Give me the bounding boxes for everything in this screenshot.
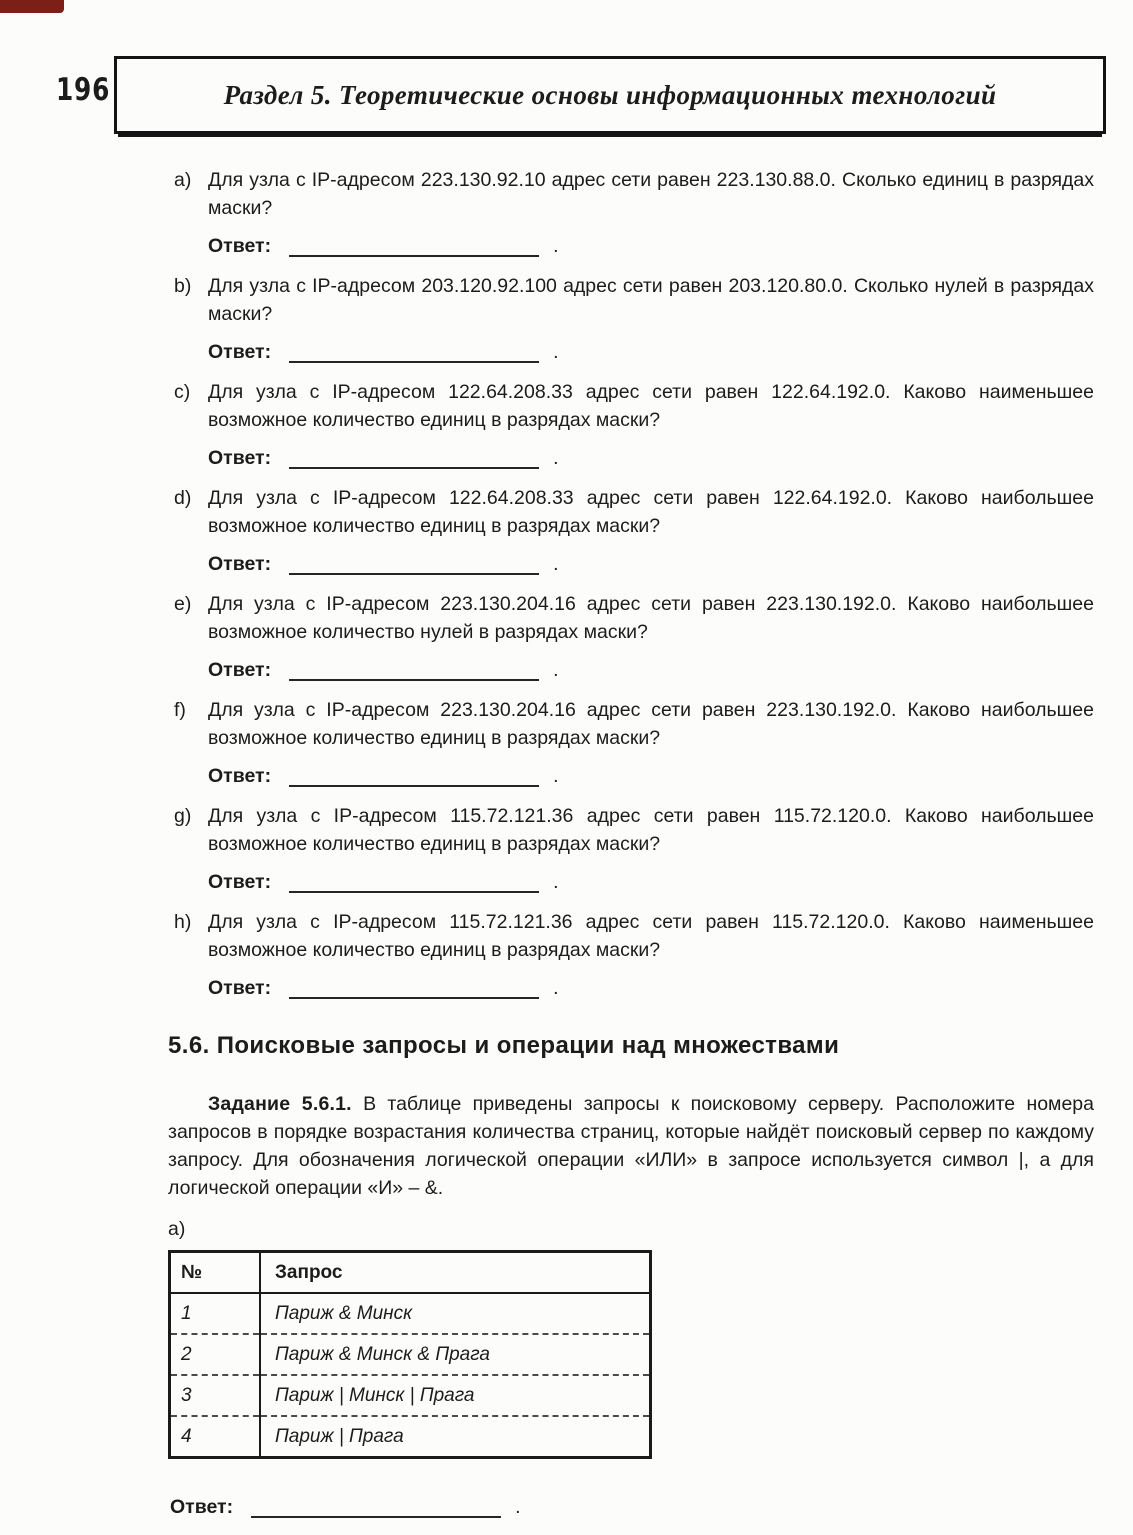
answer-label: Ответ: <box>208 341 272 363</box>
exercise-item-f <box>168 696 1094 790</box>
item-question-row <box>168 908 1094 964</box>
item-label: g) <box>174 805 192 827</box>
exercise-item-a <box>168 166 1094 260</box>
exercise-item-g <box>168 802 1094 896</box>
answer-row <box>168 338 1094 366</box>
row-query: Париж | Минск | Прага <box>260 1375 651 1416</box>
item-question: Для узла с IP-адресом 223.130.204.16 адрес сети равен 223.130.192.0. Каково наибольшее возможное количество нулей в разрядах маски? <box>208 593 1094 643</box>
item-label: b) <box>174 275 192 297</box>
task-paragraph <box>168 1090 1094 1202</box>
answer-blank <box>289 978 539 1000</box>
row-number: 2 <box>170 1334 261 1375</box>
row-query: Париж & Минск & Прага <box>260 1334 651 1375</box>
table-header-query: Запрос <box>260 1252 651 1294</box>
answer-period: . <box>515 1496 521 1518</box>
item-label: f) <box>174 699 186 721</box>
scan-artifact <box>0 0 64 13</box>
chapter-header-title: Раздел 5. Теоретические основы информационных технологий <box>223 79 997 110</box>
chapter-header <box>114 56 1106 134</box>
row-number: 1 <box>170 1293 261 1334</box>
answer-label: Ответ: <box>208 977 272 999</box>
answer-period: . <box>553 765 559 787</box>
answer-row <box>168 974 1094 1002</box>
answer-period: . <box>553 553 559 575</box>
row-query: Париж & Минск <box>275 1302 413 1324</box>
item-question: Для узла с IP-адресом 122.64.208.33 адрес сети равен 122.64.192.0. Каково наибольшее возможное количество единиц в разрядах маски? <box>208 487 1094 537</box>
row-query: Париж | Прага <box>260 1416 651 1458</box>
answer-row <box>168 762 1094 790</box>
item-label: c) <box>174 381 191 403</box>
item-question-row <box>168 272 1094 328</box>
item-label: h) <box>174 911 192 933</box>
item-label: a) <box>174 169 192 191</box>
final-answer-row <box>168 1493 1094 1521</box>
answer-period: . <box>553 447 559 469</box>
answer-row <box>168 656 1094 684</box>
item-question-row <box>168 166 1094 222</box>
answer-label: Ответ: <box>208 447 272 469</box>
item-question: Для узла с IP-адресом 203.120.92.100 адрес сети равен 203.120.80.0. Сколько нулей в разрядах маски? <box>208 275 1094 325</box>
answer-blank <box>289 342 539 364</box>
answer-label: Ответ: <box>208 235 272 257</box>
exercise-item-h <box>168 908 1094 1002</box>
answer-label: Ответ: <box>208 871 272 893</box>
item-question: Для узла с IP-адресом 115.72.121.36 адрес сети равен 115.72.120.0. Каково наибольшее возможное количество единиц в разрядах маски? <box>208 805 1094 855</box>
answer-blank <box>289 236 539 258</box>
item-question: Для узла с IP-адресом 115.72.121.36 адрес сети равен 115.72.120.0. Каково наименьшее возможное количество единиц в разрядах маски? <box>208 911 1094 961</box>
answer-period: . <box>553 659 559 681</box>
answer-label: Ответ: <box>208 659 272 681</box>
table-header-row <box>170 1252 651 1294</box>
table-row <box>170 1334 651 1375</box>
item-question: Для узла с IP-адресом 223.130.204.16 адрес сети равен 223.130.192.0. Каково наибольшее возможное количество единиц в разрядах маски? <box>208 699 1094 749</box>
table-row <box>170 1293 651 1334</box>
answer-period: . <box>553 871 559 893</box>
section-title: 5.6. Поисковые запросы и операции над множествами <box>168 1032 840 1059</box>
answer-blank <box>289 448 539 470</box>
item-question-row <box>168 484 1094 540</box>
answer-row <box>168 550 1094 578</box>
item-label: e) <box>174 593 192 615</box>
answer-period: . <box>553 977 559 999</box>
table-header-number: № <box>170 1252 261 1294</box>
item-question-row <box>168 802 1094 858</box>
item-question: Для узла с IP-адресом 223.130.92.10 адрес сети равен 223.130.88.0. Сколько единиц в разрядах маски? <box>208 169 1094 219</box>
answer-label: Ответ: <box>208 765 272 787</box>
table-row <box>170 1375 651 1416</box>
answer-label: Ответ: <box>208 553 272 575</box>
page-content <box>168 166 1094 1521</box>
item-question-row <box>168 590 1094 646</box>
answer-row <box>168 444 1094 472</box>
page-number: 196 <box>56 72 111 108</box>
row-number: 3 <box>170 1375 261 1416</box>
item-question-row <box>168 696 1094 752</box>
answer-blank <box>289 872 539 894</box>
exercise-item-d <box>168 484 1094 578</box>
exercise-item-b <box>168 272 1094 366</box>
answer-blank <box>289 660 539 682</box>
answer-blank <box>289 554 539 576</box>
item-question-row <box>168 378 1094 434</box>
task-label: Задание 5.6.1. <box>208 1093 352 1115</box>
query-table <box>168 1250 652 1459</box>
answer-blank <box>251 1497 501 1519</box>
exercise-item-c <box>168 378 1094 472</box>
table-row <box>170 1416 651 1458</box>
item-label: d) <box>174 487 192 509</box>
answer-row <box>168 868 1094 896</box>
row-number: 4 <box>170 1416 261 1458</box>
answer-period: . <box>553 235 559 257</box>
exercise-item-e <box>168 590 1094 684</box>
table-sublabel: a) <box>168 1218 186 1240</box>
answer-blank <box>289 766 539 788</box>
task-text: В таблице приведены запросы к поисковому серверу. Расположите номера запросов в порядке возрастания количества страниц, которые найдёт поисковый сервер по каждому запросу. Для обозначения логической операции «ИЛИ» в запросе используется символ |, а для логической операции «И» – &. <box>168 1093 1094 1199</box>
answer-label: Ответ: <box>170 1496 234 1518</box>
answer-row <box>168 232 1094 260</box>
answer-period: . <box>553 341 559 363</box>
item-question: Для узла с IP-адресом 122.64.208.33 адрес сети равен 122.64.192.0. Каково наименьшее возможное количество единиц в разрядах маски? <box>208 381 1094 431</box>
